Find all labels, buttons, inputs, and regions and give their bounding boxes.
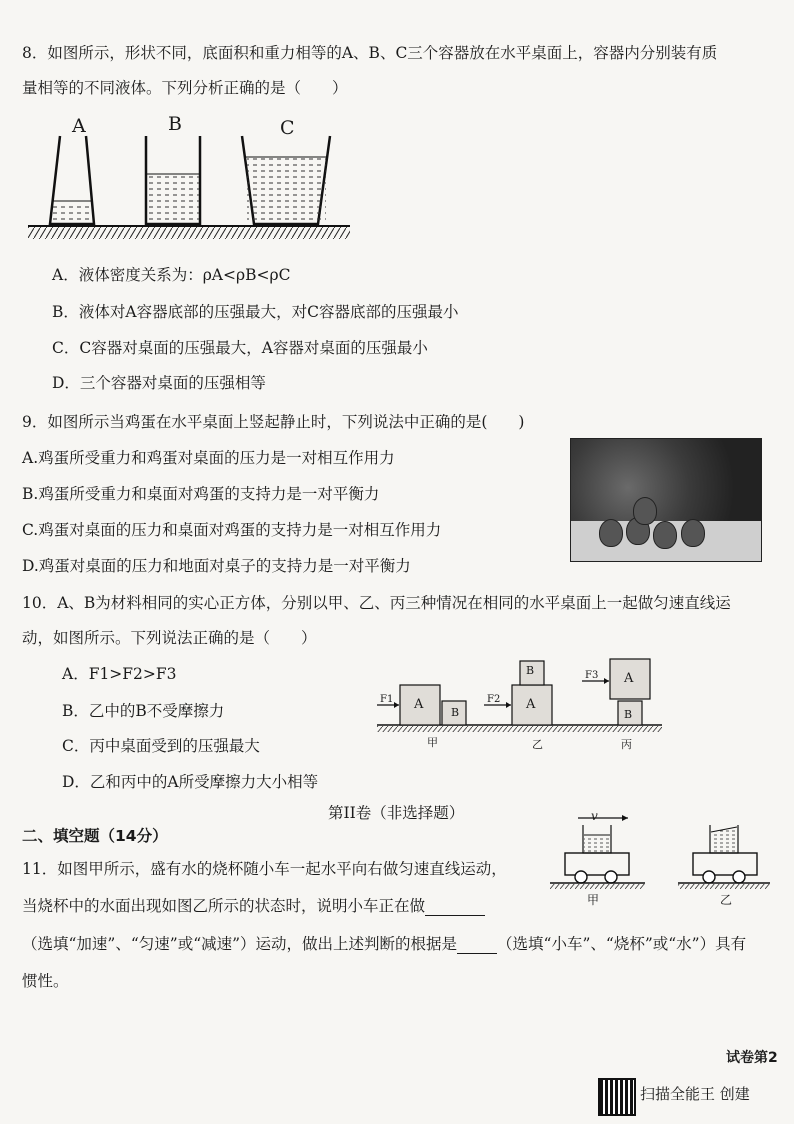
q11-stem-line3b: （选填“小车”、“烧杯”或“水”）具有 [497,935,747,953]
q8-option-c: C．C容器对桌面的压强最大，A容器对桌面的压强最小 [52,339,428,357]
q8-stem-line2: 量相等的不同液体。下列分析正确的是（ ） [22,79,348,97]
q10-caption-jia: 甲 [427,736,438,749]
eggs-photo [570,438,762,562]
egg-icon [599,519,623,547]
q8-option-a: A．液体密度关系为：ρA<ρB<ρC [52,266,291,284]
q10-caption-yi: 乙 [532,738,543,751]
egg-icon [681,519,705,547]
q9-stem: 9．如图所示当鸡蛋在水平桌面上竖起静止时，下列说法中正确的是( ) [22,413,525,431]
q10-block-b-yi: B [526,664,535,677]
q11-blank-2[interactable] [457,933,497,954]
q9-option-b: B.鸡蛋所受重力和桌面对鸡蛋的支持力是一对平衡力 [22,485,380,503]
q11-caption-jia: 甲 [587,893,600,907]
qr-code-icon [598,1078,636,1116]
q8-label-b: B [168,113,182,135]
egg-icon [653,521,677,549]
q10-force-f3: F3 [585,670,599,681]
q11-stem-line1: 11．如图甲所示，盛有水的烧杯随小车一起水平向右做匀速直线运动， [22,860,507,878]
q10-block-b-jia: B [451,706,460,719]
q9-option-a: A.鸡蛋所受重力和鸡蛋对桌面的压力是一对相互作用力 [22,449,395,467]
section2-heading: 二、填空题（14分） [22,827,168,845]
q10-option-a: A．F1>F2>F3 [62,665,177,683]
egg-icon [633,497,657,525]
q9-option-d: D.鸡蛋对桌面的压力和地面对桌子的支持力是一对平衡力 [22,557,411,575]
q10-block-a-bing: A [624,671,634,686]
q11-cart-figure [545,805,770,890]
q8-stem-line1: 8．如图所示，形状不同，底面积和重力相等的A、B、C三个容器放在水平桌面上，容器内分别装有质 [22,44,718,62]
q10-option-b: B．乙中的B不受摩擦力 [62,702,225,720]
q10-force-f2: F2 [487,694,501,705]
page-number-label: 试卷第2 [726,1050,778,1066]
q8-option-d: D．三个容器对桌面的压强相等 [52,374,266,392]
q11-stem-line3 [22,933,746,954]
q11-blank-1[interactable] [425,895,485,916]
q8-label-a: A [72,115,86,137]
q11-stem-line2-text: 当烧杯中的水面出现如图乙所示的状态时，说明小车正在做 [22,897,426,915]
q11-stem-line3a: （选填“加速”、“匀速”或“减速”）运动，做出上述判断的根据是 [22,935,458,953]
q10-option-d: D．乙和丙中的A所受摩擦力大小相等 [62,773,319,791]
q10-stem-line2: 动，如图所示。下列说法正确的是（ ） [22,629,317,647]
q10-stem-line1: 10．A、B为材料相同的实心正方体，分别以甲、乙、丙三种情况在相同的水平桌面上一起做匀速直线运 [22,594,731,612]
q10-block-a-yi: A [526,697,536,712]
q8-option-b: B．液体对A容器底部的压强最大，对C容器底部的压强最小 [52,303,459,321]
q11-velocity-label: v [591,809,598,823]
section2-title: 第II卷（非选择题） [328,804,465,822]
q9-option-c: C.鸡蛋对桌面的压力和桌面对鸡蛋的支持力是一对相互作用力 [22,521,442,539]
q10-block-a-jia: A [414,697,424,712]
q11-stem-line2 [22,895,485,916]
q10-caption-bing: 丙 [621,738,632,751]
q10-block-b-bing: B [624,708,633,721]
q11-caption-yi: 乙 [720,893,733,907]
q10-force-f1: F1 [380,694,394,705]
scanner-watermark: 扫描全能王 创建 [640,1085,750,1103]
q11-stem-line4: 惯性。 [22,972,69,990]
q10-option-c: C．丙中桌面受到的压强最大 [62,737,260,755]
q8-label-c: C [280,117,295,139]
